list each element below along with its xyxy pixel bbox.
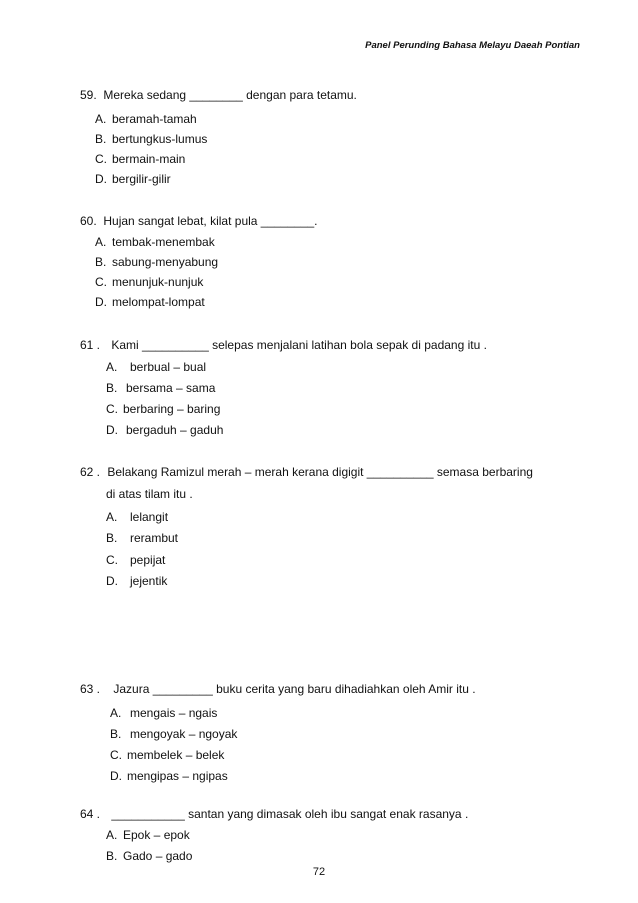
option-62-d[interactable] <box>106 574 167 588</box>
question-text: Jazura _________ buku cerita yang baru dihadiahkan oleh Amir itu . <box>113 682 476 696</box>
question-text: Hujan sangat lebat, kilat pula ________. <box>103 214 318 228</box>
option-59-b[interactable] <box>95 132 207 146</box>
option-64-a[interactable] <box>106 828 190 842</box>
option-letter: A. <box>106 510 118 524</box>
option-61-c[interactable] <box>106 402 220 416</box>
option-63-c[interactable] <box>110 748 224 762</box>
option-text: bertungkus-lumus <box>112 132 208 146</box>
option-letter: C. <box>106 402 118 416</box>
page-number: 72 <box>312 866 326 878</box>
option-59-a[interactable] <box>95 112 197 126</box>
question-number: 61 . <box>80 338 101 352</box>
option-61-a[interactable] <box>106 360 206 374</box>
option-letter: C. <box>106 553 118 567</box>
option-text: rerambut <box>130 531 179 545</box>
option-60-a[interactable] <box>95 235 215 249</box>
option-letter: B. <box>110 727 122 741</box>
option-letter: C. <box>110 748 122 762</box>
option-letter: D. <box>95 172 107 186</box>
option-letter: B. <box>106 849 118 863</box>
option-letter: A. <box>95 235 107 249</box>
option-letter: A. <box>110 706 122 720</box>
option-text: lelangit <box>130 510 169 524</box>
question-61 <box>80 338 487 352</box>
question-59 <box>80 88 357 102</box>
option-text: melompat-lompat <box>112 295 205 309</box>
option-62-c[interactable] <box>106 553 165 567</box>
question-text: ___________ santan yang dimasak oleh ibu sangat enak rasanya . <box>111 807 469 821</box>
option-letter: D. <box>95 295 107 309</box>
option-letter: C. <box>95 275 107 289</box>
option-text: berbaring – baring <box>123 402 221 416</box>
option-text: bermain-main <box>112 152 186 166</box>
option-letter: B. <box>106 381 118 395</box>
option-letter: D. <box>106 574 118 588</box>
page-header: Panel Perunding Bahasa Melayu Daeah Pontian <box>365 40 580 51</box>
option-text: bergaduh – gaduh <box>126 423 224 437</box>
question-62 <box>80 465 533 479</box>
question-number: 60. <box>80 214 97 228</box>
option-text: mengipas – ngipas <box>127 769 228 783</box>
option-60-b[interactable] <box>95 255 218 269</box>
option-text: membelek – belek <box>127 748 225 762</box>
question-60 <box>80 214 318 228</box>
option-letter: B. <box>95 132 107 146</box>
option-text: beramah-tamah <box>112 112 197 126</box>
option-letter: C. <box>95 152 107 166</box>
option-61-d[interactable] <box>106 423 223 437</box>
question-text: Mereka sedang ________ dengan para tetamu. <box>103 88 357 102</box>
option-letter: A. <box>106 360 118 374</box>
option-62-b[interactable] <box>106 531 178 545</box>
option-text: berbual – bual <box>130 360 207 374</box>
option-text: pepijat <box>130 553 166 567</box>
option-59-d[interactable] <box>95 172 171 186</box>
option-text: Gado – gado <box>123 849 193 863</box>
option-63-d[interactable] <box>110 769 228 783</box>
option-63-a[interactable] <box>110 706 217 720</box>
question-64 <box>80 807 468 821</box>
option-text: Epok – epok <box>123 828 190 842</box>
option-text: tembak-menembak <box>112 235 215 249</box>
question-number: 62 . <box>80 465 101 479</box>
option-letter: A. <box>106 828 118 842</box>
question-63 <box>80 682 476 696</box>
option-63-b[interactable] <box>110 727 237 741</box>
option-text: bergilir-gilir <box>112 172 171 186</box>
option-text: mengoyak – ngoyak <box>130 727 238 741</box>
option-letter: B. <box>106 531 118 545</box>
question-number: 64 . <box>80 807 101 821</box>
question-text: Belakang Ramizul merah – merah kerana digigit __________ semasa berbaring <box>107 465 533 479</box>
question-text: Kami __________ selepas menjalani latihan bola sepak di padang itu . <box>111 338 487 352</box>
option-letter: D. <box>106 423 118 437</box>
question-number: 63 . <box>80 682 101 696</box>
option-letter: B. <box>95 255 107 269</box>
option-text: menunjuk-nunjuk <box>112 275 204 289</box>
option-64-b[interactable] <box>106 849 192 863</box>
option-text: bersama – sama <box>126 381 216 395</box>
option-59-c[interactable] <box>95 152 185 166</box>
option-62-a[interactable] <box>106 510 168 524</box>
option-60-c[interactable] <box>95 275 203 289</box>
option-61-b[interactable] <box>106 381 215 395</box>
question-62-line2: di atas tilam itu . <box>106 487 193 501</box>
option-letter: A. <box>95 112 107 126</box>
option-60-d[interactable] <box>95 295 205 309</box>
option-text: mengais – ngais <box>130 706 218 720</box>
option-text: sabung-menyabung <box>112 255 219 269</box>
option-letter: D. <box>110 769 122 783</box>
question-number: 59. <box>80 88 97 102</box>
option-text: jejentik <box>130 574 168 588</box>
